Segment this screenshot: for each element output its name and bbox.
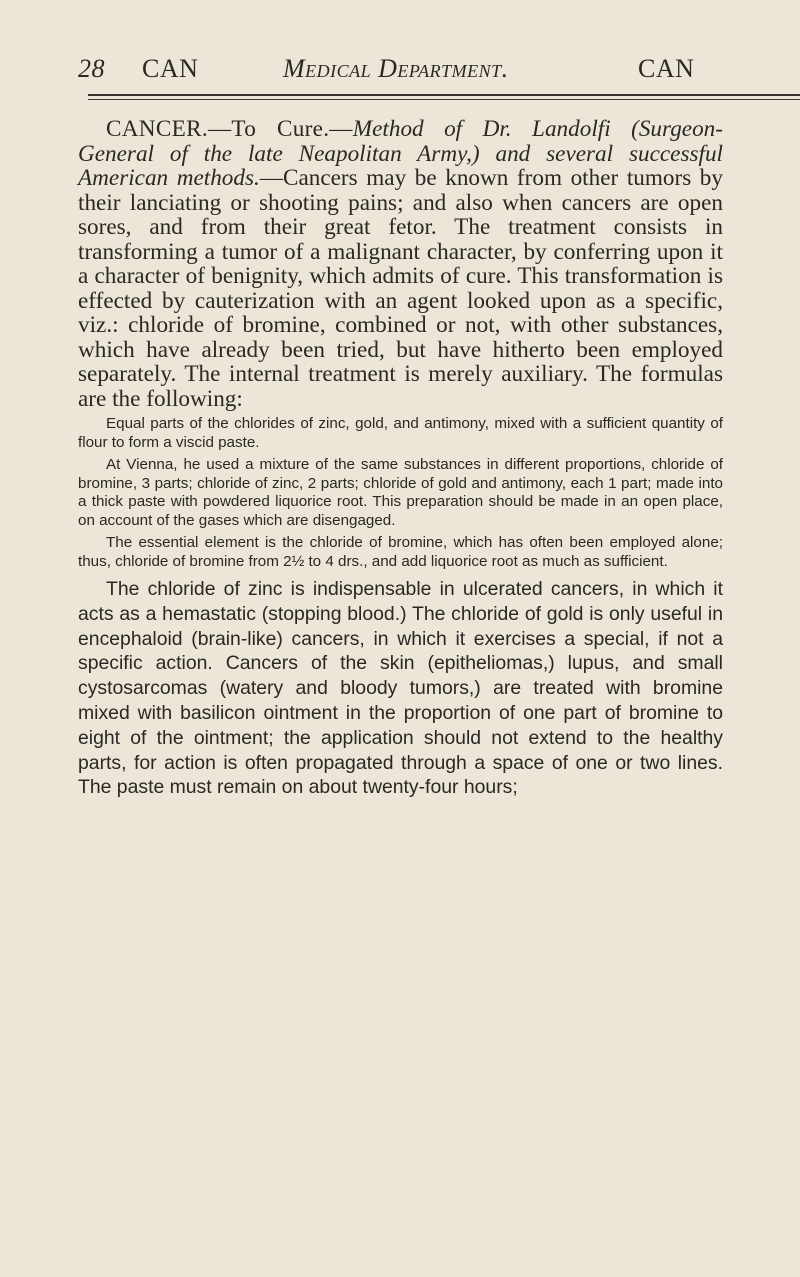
running-header bbox=[78, 54, 728, 94]
article-body bbox=[78, 117, 723, 800]
formula-paragraph-1: Equal parts of the chlorides of zinc, gold, and antimony, mixed with a sufficient quantity of flour to form a viscid paste. bbox=[78, 415, 723, 451]
formula-paragraph-2: At Vienna, he used a mixture of the same substances in different proportions, chloride of bromine, 3 parts; chloride of zinc, 2 parts; chloride of gold and antimony, each 1 part; made into a thick paste with powdered liquorice root. This preparation should be made in an open place, on account of the gases which are disengaged. bbox=[78, 456, 723, 529]
entry-heading: CANCER.—To Cure.— bbox=[106, 116, 353, 142]
page-number: 28 bbox=[78, 54, 105, 83]
intro-text: —Cancers may be known from other tumors by their lanciating or shooting pains; and also when cancers are open sores, and from their great fetor. The treatment consists in transforming a tumor of a malignant character, by conferring upon it a character of benignity, which admits of cure. This transformation is effected by cauterization with an agent looked upon as a specific, viz.: chloride of bromine, combined or not, with other substances, which have already been tried, but have hitherto been employed separately. The internal treatment is merely auxiliary. The formulas are the following: bbox=[78, 165, 723, 412]
running-title: Medical Department. bbox=[283, 54, 509, 83]
header-rule-thick bbox=[88, 94, 800, 96]
header-guide-word-left: CAN bbox=[142, 54, 199, 83]
header-guide-word-right: CAN bbox=[638, 54, 695, 83]
treatment-paragraph: The chloride of zinc is indispensable in ulcerated cancers, in which it acts as a hemastatic (stopping blood.) The chloride of gold is only useful in encephaloid (brain-like) cancers, in which it exercises a special, if not a specific action. Cancers of the skin (epitheliomas,) lupus, and small cystosarcomas (watery and bloody tumors,) are treated with bromine mixed with basilicon ointment in the proportion of one part of bromine to eight of the ointment; the application should not extend to the healthy parts, for action is often propagated through a space of one or two lines. The paste must remain on about twenty-four hours; bbox=[78, 578, 723, 799]
formula-paragraph-3: The essential element is the chloride of bromine, which has often been employed alone; thus, chloride of bromine from 2½ to 4 drs., and add liquorice root as much as sufficient. bbox=[78, 534, 723, 570]
entry-subtitle: Method of Dr. Landolfi (Surgeon-General of the late Neapolitan Army,) and several successful American methods. bbox=[78, 116, 723, 191]
header-rule-thin bbox=[88, 99, 800, 100]
intro-paragraph bbox=[78, 117, 723, 411]
